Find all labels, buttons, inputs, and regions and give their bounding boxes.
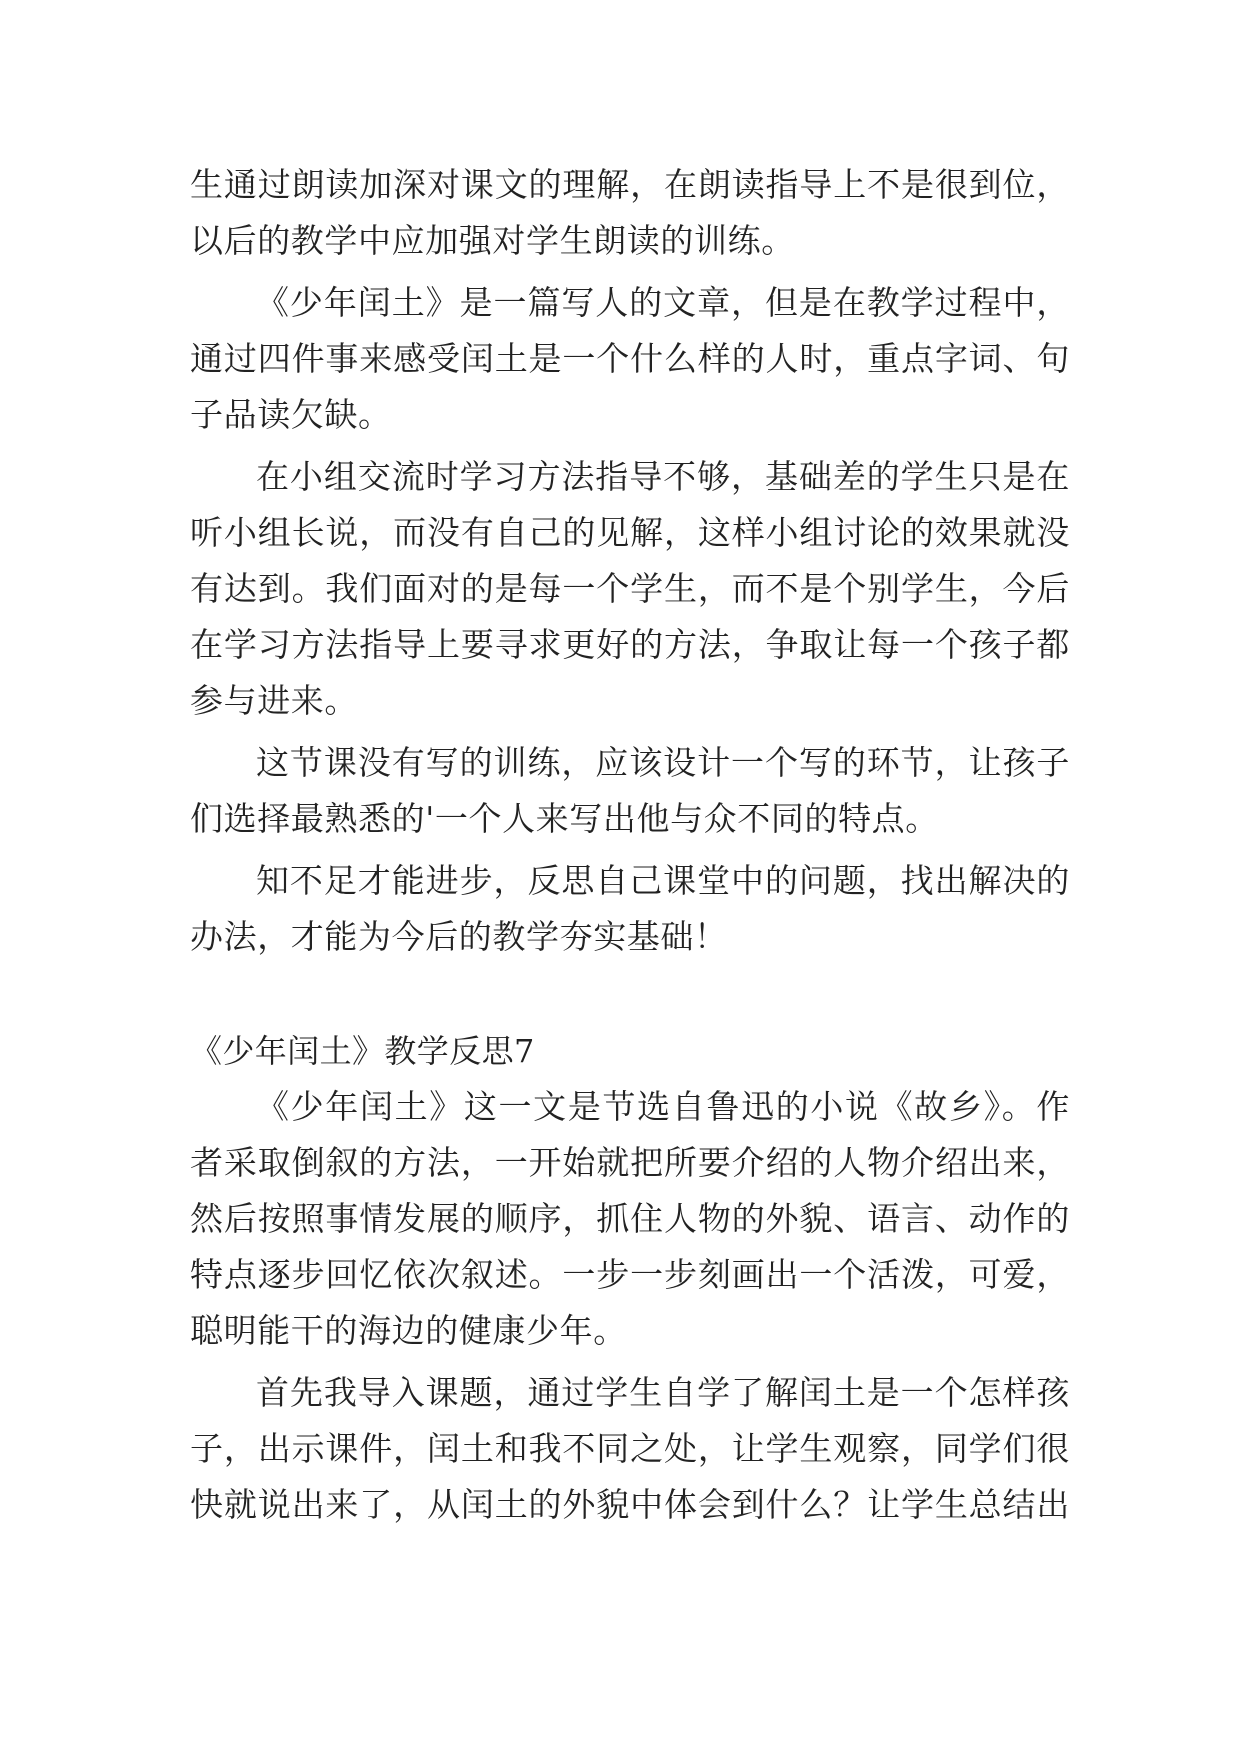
- text-line: 子，出示课件，闰土和我不同之处，让学生观察，同学们很: [190, 1429, 1070, 1468]
- text-line: 然后按照事情发展的顺序，抓住人物的外貌、语言、动作的: [190, 1199, 1070, 1238]
- text-line: 听小组长说，而没有自己的见解，这样小组讨论的效果就没: [190, 513, 1070, 552]
- section-heading: 《少年闰土》教学反思7: [190, 1032, 535, 1070]
- paragraph-first-line: 《少年闰土》这一文是节选自鲁迅的小说《故乡》。作: [256, 1087, 1070, 1126]
- text-line: 快就说出来了，从闰土的外貌中体会到什么？让学生总结出: [190, 1485, 1070, 1524]
- text-line: 参与进来。: [190, 681, 358, 720]
- text-line: 们选择最熟悉的'一个人来写出他与众不同的特点。: [190, 799, 939, 838]
- text-line: 生通过朗读加深对课文的理解，在朗读指导上不是很到位，: [190, 165, 1070, 204]
- paragraph-first-line: 《少年闰土》是一篇写人的文章，但是在教学过程中，: [256, 283, 1070, 322]
- paragraph-first-line: 在小组交流时学习方法指导不够，基础差的学生只是在: [256, 457, 1070, 496]
- text-line: 在学习方法指导上要寻求更好的方法，争取让每一个孩子都: [190, 625, 1070, 664]
- text-line: 有达到。我们面对的是每一个学生，而不是个别学生，今后: [190, 569, 1070, 608]
- text-line: 办法，才能为今后的教学夯实基础！: [190, 917, 728, 956]
- text-line: 聪明能干的海边的健康少年。: [190, 1311, 627, 1350]
- paragraph-first-line: 这节课没有写的训练，应该设计一个写的环节，让孩子: [256, 743, 1070, 782]
- paragraph-first-line: 知不足才能进步，反思自己课堂中的问题，找出解决的: [256, 861, 1070, 900]
- text-line: 者采取倒叙的方法，一开始就把所要介绍的人物介绍出来，: [190, 1143, 1070, 1182]
- text-line: 通过四件事来感受闰土是一个什么样的人时，重点字词、句: [190, 339, 1070, 378]
- text-line: 子品读欠缺。: [190, 395, 392, 434]
- text-line: 特点逐步回忆依次叙述。一步一步刻画出一个活泼，可爱，: [190, 1255, 1070, 1294]
- text-line: 以后的教学中应加强对学生朗读的训练。: [190, 221, 795, 260]
- paragraph-first-line: 首先我导入课题，通过学生自学了解闰土是一个怎样孩: [256, 1373, 1070, 1412]
